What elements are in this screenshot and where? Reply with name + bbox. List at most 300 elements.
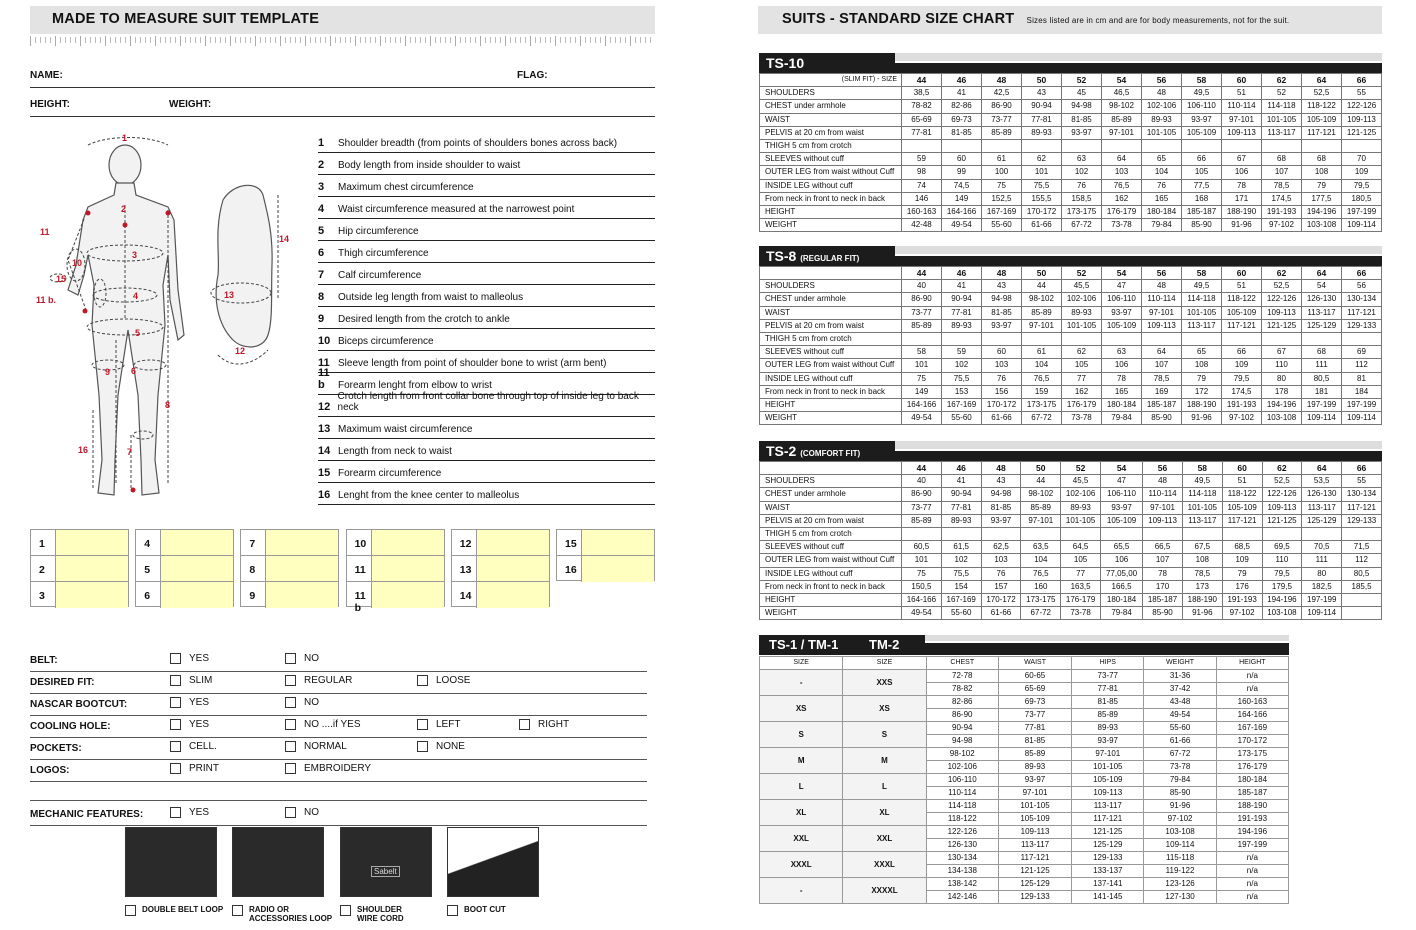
tm-cell: 188-190 bbox=[1216, 800, 1288, 813]
tm-size-1: XXXL bbox=[760, 852, 843, 878]
tm-cell: 114-118 bbox=[926, 800, 998, 813]
option-checkbox[interactable] bbox=[417, 741, 465, 752]
fig-label-15: 15 bbox=[56, 274, 67, 284]
options-spacer-line bbox=[30, 800, 647, 801]
checkbox-square[interactable] bbox=[170, 675, 181, 686]
measurement-text: Hip circumference bbox=[338, 226, 419, 237]
fig-label-3: 3 bbox=[132, 250, 138, 260]
tm-size-2: XXXXL bbox=[843, 878, 926, 904]
size-row bbox=[760, 319, 1382, 332]
size-cell: 77-81 bbox=[941, 501, 981, 514]
size-cell bbox=[1062, 332, 1102, 345]
tm-cell: 106-110 bbox=[926, 774, 998, 787]
checkbox-label: LOOSE bbox=[436, 675, 471, 687]
size-cell: 49-54 bbox=[902, 607, 942, 620]
box-input-3[interactable] bbox=[55, 582, 128, 608]
box-input-13[interactable] bbox=[476, 556, 549, 581]
tm-cell: 85-90 bbox=[1144, 787, 1216, 800]
tm-cell: 43-48 bbox=[1144, 696, 1216, 709]
photo-1 bbox=[232, 827, 324, 897]
size-cell bbox=[1142, 139, 1182, 152]
size-cell bbox=[1021, 527, 1061, 540]
size-cell: 54 bbox=[1302, 280, 1342, 293]
checkbox-label: NORMAL bbox=[304, 741, 347, 753]
photo-checkbox[interactable] bbox=[447, 905, 458, 916]
size-cell: 111 bbox=[1302, 359, 1342, 372]
size-cell: 180-184 bbox=[1142, 205, 1182, 218]
tm-size-2: XXXL bbox=[843, 852, 926, 878]
fig-label-8: 8 bbox=[165, 400, 171, 410]
tm-header-row bbox=[760, 657, 1289, 670]
size-cell bbox=[942, 332, 982, 345]
box-input-9[interactable] bbox=[265, 582, 338, 608]
size-label bbox=[760, 267, 902, 280]
size-cell: 169 bbox=[1142, 385, 1182, 398]
checkbox-square[interactable] bbox=[417, 719, 428, 730]
size-table bbox=[759, 266, 1382, 425]
box-input-15[interactable] bbox=[581, 530, 654, 555]
photo-0 bbox=[125, 827, 217, 897]
tm-cell: 118-122 bbox=[926, 813, 998, 826]
size-cell: 101 bbox=[902, 554, 942, 567]
size-cell bbox=[1022, 332, 1062, 345]
photo-checkbox[interactable] bbox=[125, 905, 136, 916]
flag-label: FLAG: bbox=[517, 70, 548, 81]
checkbox-label: LEFT bbox=[436, 719, 461, 731]
table-name: TS-2 bbox=[766, 443, 797, 459]
size-cell: 162 bbox=[1102, 192, 1142, 205]
size-cell: 75 bbox=[902, 567, 942, 580]
box-input-5[interactable] bbox=[160, 556, 233, 581]
tm-cell: n/a bbox=[1216, 683, 1288, 696]
size-header: 52 bbox=[1062, 74, 1102, 87]
measurement-item bbox=[318, 175, 655, 197]
option-checkbox[interactable] bbox=[170, 697, 209, 708]
size-cell: 125-129 bbox=[1302, 514, 1342, 527]
tm-cell: 61-66 bbox=[1144, 735, 1216, 748]
option-checkbox[interactable] bbox=[285, 719, 361, 730]
size-cell: 105-109 bbox=[1222, 501, 1262, 514]
measurement-text: Forearm circumference bbox=[338, 468, 442, 479]
size-table-header bbox=[759, 246, 1382, 266]
box-number: 12 bbox=[459, 538, 472, 550]
size-cell: 45,5 bbox=[1062, 280, 1102, 293]
size-cell: 101-105 bbox=[1182, 306, 1222, 319]
photo-checkbox[interactable] bbox=[232, 905, 243, 916]
option-label: COOLING HOLE: bbox=[30, 721, 111, 732]
size-cell: 79,5 bbox=[1262, 567, 1302, 580]
size-cell: 61-66 bbox=[982, 412, 1022, 425]
box-input-12[interactable] bbox=[476, 530, 549, 555]
size-cell: 73-78 bbox=[1061, 607, 1101, 620]
row-label: SHOULDERS bbox=[760, 87, 902, 100]
size-cell: 105-109 bbox=[1222, 306, 1262, 319]
option-checkbox[interactable] bbox=[170, 653, 209, 664]
size-cell: 103-108 bbox=[1262, 607, 1302, 620]
size-cell: 197-199 bbox=[1302, 593, 1342, 606]
size-cell: 97-101 bbox=[1142, 306, 1182, 319]
size-cell: 97-102 bbox=[1222, 607, 1262, 620]
option-checkbox[interactable] bbox=[285, 675, 352, 686]
tm-cell: 72-78 bbox=[926, 670, 998, 683]
box-input-14[interactable] bbox=[476, 582, 549, 608]
tm-cell: 77-81 bbox=[998, 722, 1071, 735]
measurement-text: Sleeve length from point of shoulder bone to wrist (arm bent) bbox=[338, 358, 607, 369]
option-row bbox=[30, 672, 647, 694]
left-title: MADE TO MEASURE SUIT TEMPLATE bbox=[52, 11, 320, 27]
size-cell bbox=[1342, 332, 1382, 345]
size-cell bbox=[1102, 139, 1142, 152]
measurement-text: Outside leg length from waist to malleolus bbox=[338, 292, 524, 303]
tm-cell: 129-133 bbox=[998, 891, 1071, 904]
size-cell: 103 bbox=[982, 359, 1022, 372]
size-cell: 64 bbox=[1142, 346, 1182, 359]
body-measurement-figure bbox=[28, 125, 318, 515]
size-cell: 107 bbox=[1262, 166, 1302, 179]
size-header: 64 bbox=[1302, 462, 1342, 475]
size-row bbox=[760, 192, 1382, 205]
size-cell: 51 bbox=[1222, 87, 1262, 100]
size-cell bbox=[1062, 139, 1102, 152]
option-checkbox[interactable] bbox=[519, 719, 569, 730]
option-checkbox[interactable] bbox=[170, 763, 219, 774]
checkbox-square[interactable] bbox=[170, 697, 181, 708]
size-cell: 173 bbox=[1182, 580, 1222, 593]
tm-cell: 125-129 bbox=[998, 878, 1071, 891]
row-label: OUTER LEG from waist without Cuff bbox=[760, 554, 902, 567]
box-input-11[interactable] bbox=[371, 556, 444, 581]
size-cell: 106 bbox=[1222, 166, 1262, 179]
size-cell: 191-193 bbox=[1222, 398, 1262, 411]
checkbox-square[interactable] bbox=[170, 763, 181, 774]
size-cell: 101-105 bbox=[1182, 501, 1222, 514]
tm-col-header: WAIST bbox=[998, 657, 1071, 670]
size-cell bbox=[1302, 332, 1342, 345]
tm-cell: 60-65 bbox=[998, 670, 1071, 683]
size-cell: 48 bbox=[1142, 87, 1182, 100]
option-checkbox[interactable] bbox=[285, 697, 319, 708]
size-cell: 79,5 bbox=[1222, 372, 1262, 385]
row-label: OUTER LEG from waist without Cuff bbox=[760, 166, 902, 179]
size-cell: 174,5 bbox=[1262, 192, 1302, 205]
size-cell: 97-101 bbox=[1022, 319, 1062, 332]
tm-cell: 94-98 bbox=[926, 735, 998, 748]
box-number: 6 bbox=[144, 590, 151, 602]
size-cell: 172 bbox=[1182, 385, 1222, 398]
box-input-4[interactable] bbox=[160, 530, 233, 555]
size-cell bbox=[1222, 139, 1262, 152]
box-input-6[interactable] bbox=[160, 582, 233, 608]
box-input-2[interactable] bbox=[55, 556, 128, 581]
measurement-number: 10 bbox=[318, 335, 331, 347]
size-label bbox=[760, 462, 902, 475]
tm-cell: 117-121 bbox=[998, 852, 1071, 865]
tm-size-1: M bbox=[760, 748, 843, 774]
size-cell: 75,5 bbox=[942, 372, 982, 385]
size-header: 62 bbox=[1262, 462, 1302, 475]
size-cell: 117-121 bbox=[1222, 319, 1262, 332]
size-row bbox=[760, 567, 1382, 580]
box-number: 7 bbox=[249, 538, 256, 550]
checkbox-label: SLIM bbox=[189, 675, 213, 687]
box-input-11b[interactable] bbox=[371, 582, 444, 608]
size-cell: 60 bbox=[982, 346, 1022, 359]
table-sub: (REGULAR FIT) bbox=[800, 254, 860, 263]
measurement-text: Desired length from the crotch to ankle bbox=[338, 314, 510, 325]
size-cell: 101-105 bbox=[1262, 113, 1302, 126]
row-label: INSIDE LEG without cuff bbox=[760, 179, 902, 192]
fig-label-1: 1 bbox=[122, 133, 128, 143]
size-cell: 75 bbox=[902, 372, 942, 385]
tm-cell: 127-130 bbox=[1144, 891, 1216, 904]
tm-cell: 160-163 bbox=[1216, 696, 1288, 709]
box-cell bbox=[452, 582, 549, 608]
box-input-7[interactable] bbox=[265, 530, 338, 555]
size-cell: 106-110 bbox=[1100, 488, 1142, 501]
size-cell: 117-121 bbox=[1342, 501, 1382, 514]
box-cell bbox=[241, 556, 338, 582]
option-checkbox[interactable] bbox=[170, 741, 217, 752]
tm-cell: 85-89 bbox=[998, 748, 1071, 761]
row-label: SLEEVES without cuff bbox=[760, 346, 902, 359]
tm-cell: n/a bbox=[1216, 865, 1288, 878]
tm-cell: n/a bbox=[1216, 878, 1288, 891]
checkbox-square[interactable] bbox=[170, 807, 181, 818]
measurement-text: Lenght from the knee center to malleolus bbox=[338, 490, 520, 501]
size-cell: 65 bbox=[1142, 153, 1182, 166]
size-header-row bbox=[760, 74, 1382, 87]
checkbox-square[interactable] bbox=[519, 719, 530, 730]
option-checkbox[interactable] bbox=[285, 741, 347, 752]
checkbox-square[interactable] bbox=[417, 741, 428, 752]
size-cell: 90-94 bbox=[942, 293, 982, 306]
checkbox-square[interactable] bbox=[285, 653, 296, 664]
fig-label-13: 13 bbox=[224, 290, 235, 300]
size-cell: 191-193 bbox=[1222, 593, 1262, 606]
tm-cell: 37-42 bbox=[1144, 683, 1216, 696]
size-row bbox=[760, 475, 1382, 488]
size-cell: 65,5 bbox=[1100, 541, 1142, 554]
size-cell: 70 bbox=[1342, 153, 1382, 166]
size-cell: 93-97 bbox=[982, 319, 1022, 332]
size-cell: 80,5 bbox=[1342, 567, 1382, 580]
size-cell: 114-118 bbox=[1262, 100, 1302, 113]
photo-caption-text bbox=[249, 905, 332, 923]
fig-label-2: 2 bbox=[121, 204, 127, 214]
size-cell: 81-85 bbox=[1062, 113, 1102, 126]
size-cell: 185-187 bbox=[1142, 398, 1182, 411]
size-cell: 80,5 bbox=[1302, 372, 1342, 385]
row-label: THIGH 5 cm from crotch bbox=[760, 527, 902, 540]
measurement-item bbox=[318, 483, 655, 505]
size-cell: 85-89 bbox=[982, 126, 1022, 139]
size-cell: 105-109 bbox=[1100, 514, 1142, 527]
bar-black bbox=[895, 63, 1382, 73]
size-cell: 109-114 bbox=[1302, 607, 1342, 620]
measurement-item bbox=[318, 153, 655, 175]
size-cell: 91-96 bbox=[1182, 607, 1222, 620]
measurement-number: 5 bbox=[318, 225, 325, 237]
measurement-number: 8 bbox=[318, 291, 325, 303]
box-cell bbox=[241, 582, 338, 608]
right-subtitle: Sizes listed are in cm and are for body measurements, not for the suit. bbox=[1026, 16, 1290, 25]
checkbox-square[interactable] bbox=[285, 719, 296, 730]
size-cell: 109-113 bbox=[1342, 113, 1382, 126]
size-header: 50 bbox=[1022, 74, 1062, 87]
photo-checkbox[interactable] bbox=[340, 905, 351, 916]
table-sub: (COMFORT FIT) bbox=[800, 449, 861, 458]
caption-line: WIRE CORD bbox=[357, 914, 404, 923]
size-cell: 163,5 bbox=[1061, 580, 1101, 593]
checkbox-square[interactable] bbox=[170, 741, 181, 752]
size-cell: 70,5 bbox=[1302, 541, 1342, 554]
checkbox-label: NO bbox=[304, 653, 319, 665]
measurement-number: 13 bbox=[318, 423, 331, 435]
size-cell: 182,5 bbox=[1302, 580, 1342, 593]
measurement-text: Biceps circumference bbox=[338, 336, 434, 347]
size-cell: 109 bbox=[1222, 554, 1262, 567]
tm-cell: 97-101 bbox=[1072, 748, 1144, 761]
size-cell: 165 bbox=[1102, 385, 1142, 398]
photo-caption-text bbox=[357, 905, 404, 923]
size-cell: 76 bbox=[1062, 179, 1102, 192]
size-cell: 78 bbox=[1143, 567, 1183, 580]
size-cell: 52,5 bbox=[1262, 475, 1302, 488]
size-cell: 53,5 bbox=[1302, 475, 1342, 488]
box-input-1[interactable] bbox=[55, 530, 128, 555]
fig-label-12: 12 bbox=[235, 346, 246, 356]
size-cell: 65-69 bbox=[902, 113, 942, 126]
bar-black bbox=[895, 256, 1382, 266]
size-cell: 42-48 bbox=[902, 219, 942, 232]
weight-label: WEIGHT: bbox=[169, 99, 212, 110]
table-name: TS-10 bbox=[766, 55, 805, 71]
size-row bbox=[760, 346, 1382, 359]
size-cell: 167-169 bbox=[942, 398, 982, 411]
size-cell: 197-199 bbox=[1342, 205, 1382, 218]
size-cell: 49-54 bbox=[902, 412, 942, 425]
tm-cell: 113-117 bbox=[1072, 800, 1144, 813]
measurement-text: Forearm lenght from elbow to wrist bbox=[338, 380, 492, 391]
size-cell: 64 bbox=[1102, 153, 1142, 166]
option-checkbox[interactable] bbox=[417, 719, 460, 730]
option-checkbox[interactable] bbox=[170, 719, 209, 730]
size-cell: 162 bbox=[1062, 385, 1102, 398]
size-cell: 63 bbox=[1102, 346, 1142, 359]
size-cell: 94-98 bbox=[981, 488, 1021, 501]
checkbox-square[interactable] bbox=[170, 653, 181, 664]
size-cell: 160 bbox=[1021, 580, 1061, 593]
size-cell: 146 bbox=[902, 192, 942, 205]
size-cell: 157 bbox=[981, 580, 1021, 593]
tm-cell: 129-133 bbox=[1072, 852, 1144, 865]
size-cell: 73-77 bbox=[902, 306, 942, 319]
size-cell: 102 bbox=[941, 554, 981, 567]
size-cell: 121-125 bbox=[1342, 126, 1382, 139]
tm-cell: 173-175 bbox=[1216, 748, 1288, 761]
size-cell: 43 bbox=[981, 475, 1021, 488]
checkbox-square[interactable] bbox=[285, 675, 296, 686]
size-cell: 102-106 bbox=[1142, 100, 1182, 113]
checkbox-label: CELL. bbox=[189, 741, 217, 753]
measurement-number: 12 bbox=[318, 401, 331, 413]
height-line[interactable] bbox=[30, 116, 655, 117]
checkbox-square[interactable] bbox=[285, 763, 296, 774]
size-cell: 117-121 bbox=[1222, 514, 1262, 527]
checkbox-square[interactable] bbox=[417, 675, 428, 686]
box-input-8[interactable] bbox=[265, 556, 338, 581]
size-cell: 97-102 bbox=[1262, 219, 1302, 232]
measurement-item bbox=[318, 351, 655, 373]
size-cell: 67-72 bbox=[1022, 412, 1062, 425]
size-cell: 49,5 bbox=[1182, 475, 1222, 488]
option-checkbox[interactable] bbox=[170, 675, 212, 686]
option-checkbox[interactable] bbox=[170, 807, 209, 818]
box-input-10[interactable] bbox=[371, 530, 444, 555]
option-checkbox[interactable] bbox=[417, 675, 470, 686]
box-input-16[interactable] bbox=[581, 556, 654, 582]
size-row bbox=[760, 179, 1382, 192]
size-cell: 152,5 bbox=[982, 192, 1022, 205]
measurement-item bbox=[318, 131, 655, 153]
tm-cell: 133-137 bbox=[1072, 865, 1144, 878]
size-header: 54 bbox=[1102, 267, 1142, 280]
checkbox-square[interactable] bbox=[285, 807, 296, 818]
size-row bbox=[760, 293, 1382, 306]
row-label: PELVIS at 20 cm from waist bbox=[760, 319, 902, 332]
table-name-block bbox=[759, 53, 895, 73]
box-number: 4 bbox=[144, 538, 151, 550]
size-cell: 104 bbox=[1142, 166, 1182, 179]
size-cell: 89-93 bbox=[941, 514, 981, 527]
checkbox-square[interactable] bbox=[285, 697, 296, 708]
box-column bbox=[30, 529, 129, 607]
row-label: WEIGHT bbox=[760, 412, 902, 425]
size-cell: 86-90 bbox=[902, 488, 942, 501]
row-label: HEIGHT bbox=[760, 593, 902, 606]
size-cell: 121-125 bbox=[1262, 319, 1302, 332]
size-table-header bbox=[759, 441, 1382, 461]
size-cell: 85-89 bbox=[902, 319, 942, 332]
size-row bbox=[760, 593, 1382, 606]
size-cell: 79-84 bbox=[1142, 219, 1182, 232]
size-cell: 59 bbox=[902, 153, 942, 166]
size-cell bbox=[1142, 332, 1182, 345]
size-cell: 176 bbox=[1222, 580, 1262, 593]
tm-col-header: HIPS bbox=[1072, 657, 1144, 670]
tm-col-header: SIZE bbox=[760, 657, 843, 670]
checkbox-label: NO ....if YES bbox=[304, 719, 361, 731]
photo-badge: Sabelt bbox=[371, 866, 400, 877]
measurement-number: 1 bbox=[318, 137, 325, 149]
name-line[interactable] bbox=[30, 87, 655, 88]
size-cell bbox=[982, 139, 1022, 152]
box-cell bbox=[136, 582, 233, 608]
size-cell: 167-169 bbox=[941, 593, 981, 606]
size-cell: 85-89 bbox=[1021, 501, 1061, 514]
tm-cell: 73-78 bbox=[1144, 761, 1216, 774]
option-checkbox[interactable] bbox=[285, 653, 319, 664]
checkbox-square[interactable] bbox=[285, 741, 296, 752]
checkbox-square[interactable] bbox=[170, 719, 181, 730]
option-checkbox[interactable] bbox=[285, 807, 319, 818]
tm-col-header: CHEST bbox=[926, 657, 998, 670]
size-cell: 67 bbox=[1262, 346, 1302, 359]
row-label: WEIGHT bbox=[760, 607, 902, 620]
option-checkbox[interactable] bbox=[285, 763, 371, 774]
size-cell: 106 bbox=[1100, 554, 1142, 567]
size-cell: 85-90 bbox=[1182, 219, 1222, 232]
